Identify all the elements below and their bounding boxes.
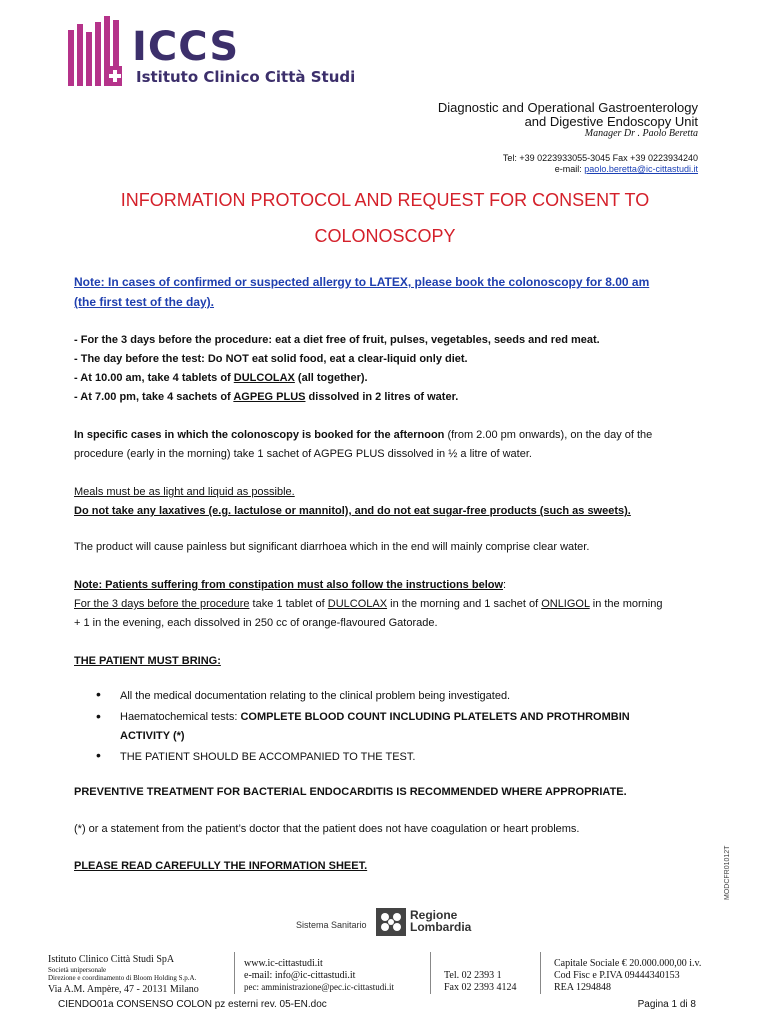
lombardia-text: Lombardia bbox=[410, 920, 472, 934]
afternoon-line-1: In specific cases in which the colonoscopy is booked for the afternoon (from 2.00 pm onwards), on the day of the bbox=[74, 429, 653, 441]
prep-line-1: - For the 3 days before the procedure: eat a diet free of fruit, pulses, vegetables, seeds and red meat. bbox=[74, 334, 600, 346]
latex-note-2: (the first test of the day). bbox=[74, 295, 215, 309]
page-number: Pagina 1 di 8 bbox=[637, 999, 696, 1010]
bullet-3: • bbox=[96, 747, 101, 763]
footer-rea: REA 1294848 bbox=[554, 982, 611, 993]
prep-line-3: - At 10.00 am, take 4 tablets of DULCOLAX (all together). bbox=[74, 372, 368, 384]
email-line bbox=[555, 164, 698, 175]
footer-codfisc: Cod Fisc e P.IVA 09444340153 bbox=[554, 970, 680, 981]
logo-text: ICCS bbox=[132, 24, 240, 70]
logo-mark bbox=[68, 16, 122, 86]
footer-pec[interactable]: pec: amministrazione@pec.ic-cittastudi.it bbox=[244, 982, 394, 992]
logo-name: Istituto Clinico Città Studi bbox=[136, 68, 356, 86]
afternoon-line-2: procedure (early in the morning) take 1 sachet of AGPEG PLUS dissolved in ½ a litre of water. bbox=[74, 448, 532, 460]
bullet-2: • bbox=[96, 708, 101, 724]
bring-item-2-cont: ACTIVITY (*) bbox=[120, 730, 185, 742]
meals-line-1: Meals must be as light and liquid as possible. bbox=[74, 486, 295, 498]
sistema-sanitario: Sistema Sanitario bbox=[296, 920, 367, 930]
meals-line-2: Do not take any laxatives (e.g. lactulose or mannitol), and do not eat sugar-free products (such as sweets). bbox=[74, 505, 631, 517]
footer-tel: Tel. 02 2393 1 bbox=[444, 970, 502, 981]
lombardia-logo-icon bbox=[376, 908, 406, 936]
latex-note-1: Note: In cases of confirmed or suspected allergy to LATEX, please book the colonoscopy for 8.00 am bbox=[74, 275, 650, 289]
bring-item-1: All the medical documentation relating to the clinical problem being investigated. bbox=[120, 690, 511, 702]
footer-divider-1 bbox=[234, 952, 235, 994]
prep-line-2: - The day before the test: Do NOT eat solid food, eat a clear-liquid only diet. bbox=[74, 353, 468, 365]
product-text: The product will cause painless but significant diarrhoea which in the end will mainly comprise clear water. bbox=[74, 541, 590, 553]
title-line-2: COLONOSCOPY bbox=[314, 226, 456, 246]
prep-line-4: - At 7.00 pm, take 4 sachets of AGPEG PLUS dissolved in 2 litres of water. bbox=[74, 391, 459, 403]
statement-text: (*) or a statement from the patient’s doctor that the patient does not have coagulation or heart problems. bbox=[74, 823, 580, 835]
side-code: MODCFR01012T bbox=[724, 845, 731, 900]
constipation-note: Note: Patients suffering from constipation must also follow the instructions below: bbox=[74, 579, 507, 591]
regione-text: Regione bbox=[410, 908, 458, 922]
footer-email[interactable]: e-mail: info@ic-cittastudi.it bbox=[244, 970, 356, 981]
unit-line-2: and Digestive Endoscopy Unit bbox=[524, 114, 698, 129]
unit-line-1: Diagnostic and Operational Gastroenterology bbox=[437, 100, 698, 115]
manager: Manager Dr . Paolo Beretta bbox=[584, 128, 698, 139]
constipation-line-3: + 1 in the evening, each dissolved in 250 cc of orange-flavoured Gatorade. bbox=[74, 617, 438, 629]
doc-reference: CIENDO01a CONSENSO COLON pz esterni rev. 05-EN.doc bbox=[58, 999, 327, 1010]
footer-direzione: Direzione e coordinamento di Bloom Holding S.p.A. bbox=[48, 974, 197, 982]
footer-unipersonale: Società unipersonale bbox=[48, 966, 107, 974]
preventive-text: PREVENTIVE TREATMENT FOR BACTERIAL ENDOCARDITIS IS RECOMMENDED WHERE APPROPRIATE. bbox=[74, 786, 627, 798]
footer-address: Via A.M. Ampère, 47 - 20131 Milano bbox=[48, 984, 199, 995]
footer-company: Istituto Clinico Città Studi SpA bbox=[48, 954, 175, 965]
tel-fax: Tel: +39 0223933055-3045 Fax +39 0223934240 bbox=[502, 153, 698, 163]
bullet-1: • bbox=[96, 686, 101, 702]
please-read: PLEASE READ CAREFULLY THE INFORMATION SHEET. bbox=[74, 860, 368, 872]
bring-heading: THE PATIENT MUST BRING: bbox=[74, 655, 221, 667]
bring-item-3: THE PATIENT SHOULD BE ACCOMPANIED TO THE TEST. bbox=[120, 751, 416, 763]
bring-item-2: Haematochemical tests: COMPLETE BLOOD COUNT INCLUDING PLATELETS AND PROTHROMBIN bbox=[120, 711, 630, 723]
title-line-1: INFORMATION PROTOCOL AND REQUEST FOR CONSENT TO bbox=[120, 190, 650, 210]
email-link[interactable]: paolo.beretta@ic-cittastudi.it bbox=[584, 164, 698, 174]
footer-web[interactable]: www.ic-cittastudi.it bbox=[244, 958, 323, 969]
footer-divider-3 bbox=[540, 952, 541, 994]
constipation-line-2: For the 3 days before the procedure take 1 tablet of DULCOLAX in the morning and 1 sachet of ONLIGOL in the morning bbox=[74, 598, 663, 610]
footer-divider-2 bbox=[430, 952, 431, 994]
footer-fax: Fax 02 2393 4124 bbox=[444, 982, 517, 993]
footer-capitale: Capitale Sociale € 20.000.000,00 i.v. bbox=[554, 958, 702, 969]
email-label: e-mail: bbox=[554, 164, 582, 174]
